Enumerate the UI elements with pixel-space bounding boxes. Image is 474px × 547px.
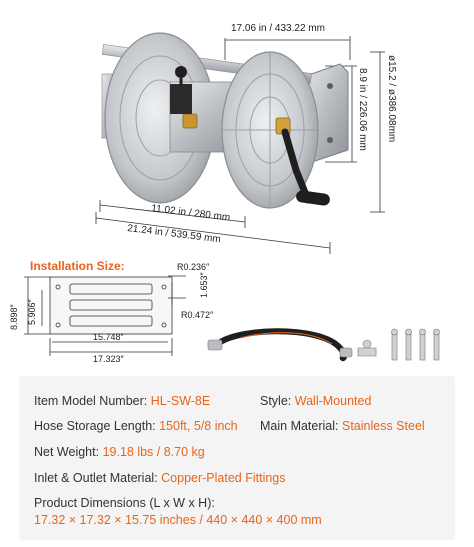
accessories-illustration [200,318,450,368]
spec-net-weight: Net Weight: 19.18 lbs / 8.70 kg [34,445,205,459]
total-width-dimension-label: 21.24 in / 539.59 mm [126,223,222,246]
outer-width-label: 17.323″ [93,354,124,364]
spec-model-number: Item Model Number: HL-SW-8E [34,394,211,408]
slot-radius-label: R0.472″ [181,310,214,320]
spec-dimensions-label: Product Dimensions (L x W x H): [34,496,215,510]
outer-height-label: 8.898″ [9,304,19,330]
spec-hose-length: Hose Storage Length: 150ft, 5/8 inch [34,419,238,433]
mount-height-dimension-label: 8.9 in / 226.06 mm [357,68,368,151]
slot-height-label: 1.653″ [199,272,209,298]
hose-reel-illustration [0,0,474,260]
drum-diameter-dimension-label: ø15.2 / ø386.08mm [386,55,397,143]
spec-dimensions-value: 17.32 × 17.32 × 15.75 inches / 440 × 440 × 400 mm [34,513,322,527]
spec-main-material: Main Material: Stainless Steel [260,419,425,433]
depth-dimension-label: 17.06 in / 433.22 mm [231,23,325,34]
base-width-dimension-label: 11.02 in / 280 mm [150,203,231,224]
inner-width-label: 15.748″ [93,332,124,342]
spec-style: Style: Wall-Mounted [260,394,372,408]
spec-inlet-outlet-material: Inlet & Outlet Material: Copper-Plated Fittings [34,471,286,485]
corner-radius-label: R0.236″ [177,262,210,272]
installation-size-title: Installation Size: [30,259,125,273]
inner-height-label: 5.906″ [27,299,37,325]
